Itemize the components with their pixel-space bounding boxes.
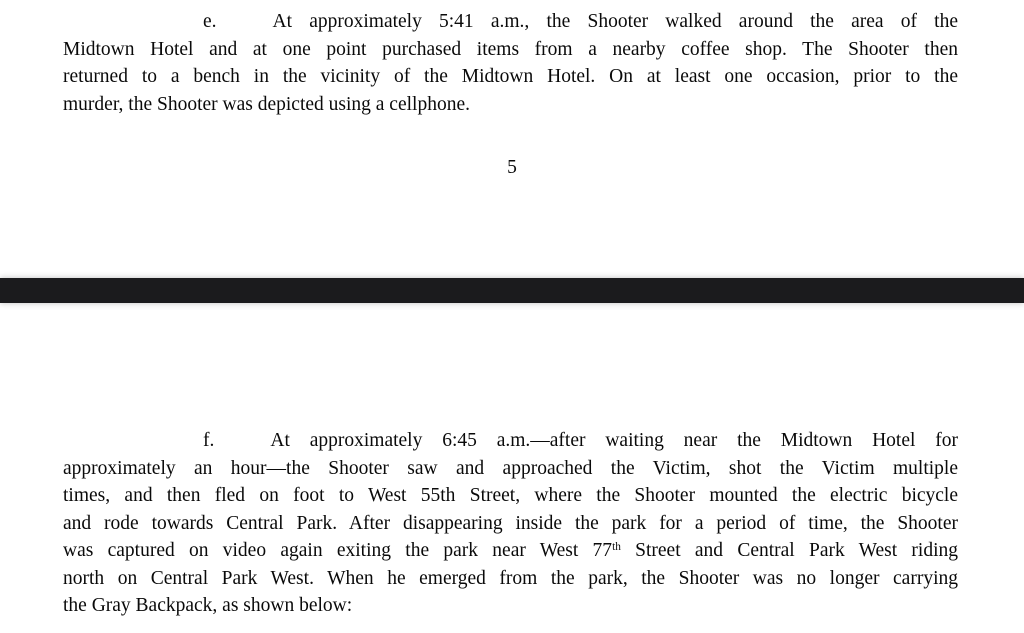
text-line: Midtown Hotel and at one point purchased items from a nearby coffee shop. The Shooter then: [63, 38, 958, 60]
text-line: the Gray Backpack, as shown below:: [63, 595, 353, 616]
page-number: 5: [507, 157, 517, 178]
paragraph-text: was captured on video again exiting the park near West 77: [63, 540, 613, 561]
text-line: and rode towards Central Park. After disappearing inside the park for a period of time, the Shooter: [63, 512, 958, 534]
paragraph-label: f.: [203, 430, 215, 451]
page-5-content: [0, 0, 1024, 278]
paragraph-text: At approximately 6:45 a.m.—after waiting near the Midtown Hotel for: [270, 430, 958, 451]
paragraph-f: [63, 427, 958, 620]
text-line: times, and then fled on foot to West 55th Street, where the Shooter mounted the electric bicycle: [63, 485, 958, 506]
paragraph-text: Street and Central Park West riding: [620, 540, 958, 561]
paragraph-label: e.: [203, 11, 217, 32]
text-line: returned to a bench in the vicinity of the Midtown Hotel. On at least one occasion, prior to the: [63, 66, 958, 87]
text-line: north on Central Park West. When he emerged from the park, the Shooter was no longer carrying: [63, 567, 958, 589]
paragraph-text: At approximately 5:41 a.m., the Shooter walked around the area of the: [272, 11, 958, 32]
text-line: murder, the Shooter was depicted using a cellphone.: [63, 93, 470, 115]
text-line: [63, 427, 958, 455]
page-break-bar: [0, 278, 1024, 303]
text-line: [63, 537, 958, 565]
paragraph-e: [63, 8, 958, 118]
text-line: [63, 8, 958, 36]
page-6-content: [0, 303, 1024, 620]
text-line: approximately an hour—the Shooter saw and approached the Victim, shot the Victim multiple: [63, 457, 958, 479]
superscript-ordinal: th: [612, 540, 621, 553]
